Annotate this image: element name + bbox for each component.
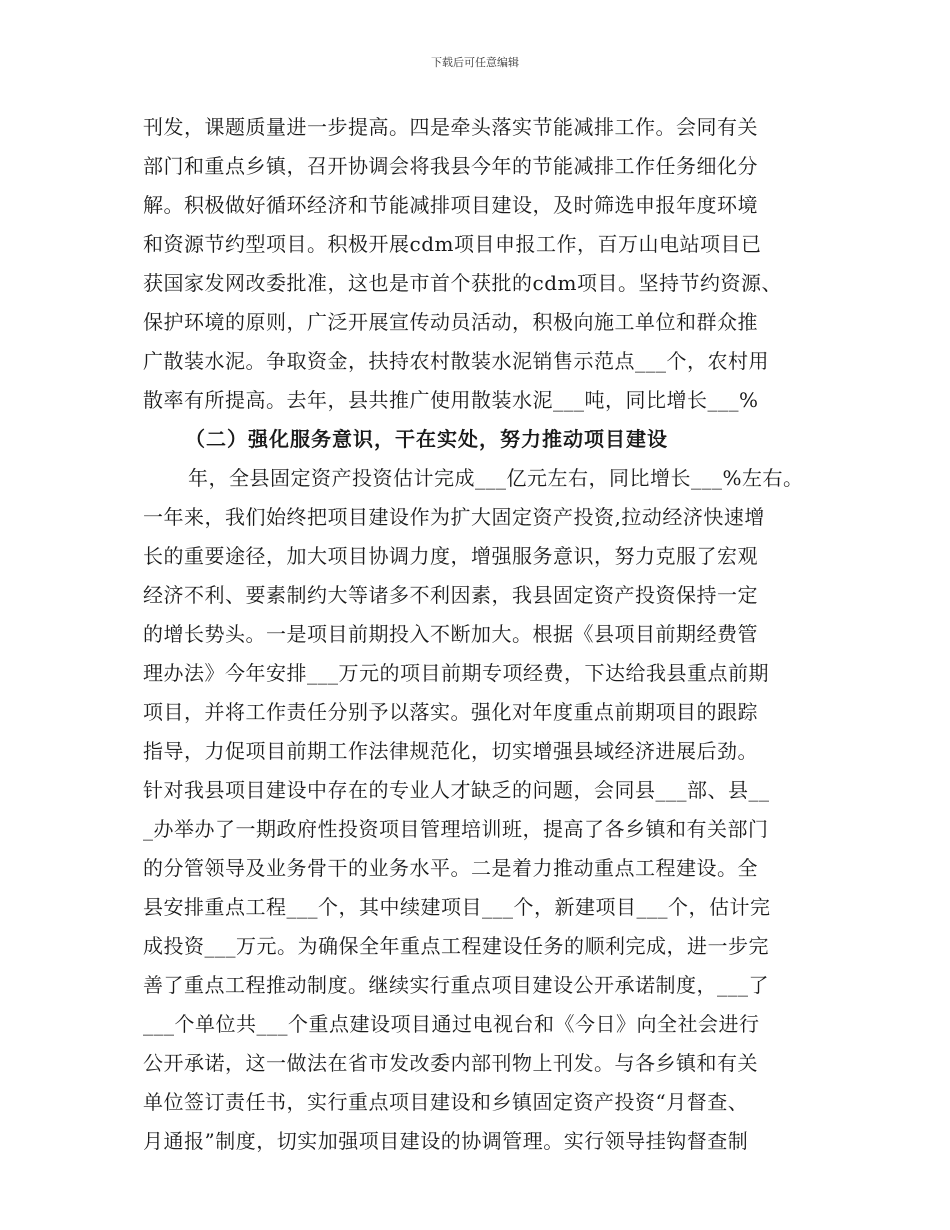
text-line: 获国家发网改委批准，这也是市首个获批的cdm项目。坚持节约资源、 [143,271,782,295]
text-line: 成投资___万元。为确保全年重点工程建设任务的顺利完成，进一步完 [143,934,769,958]
text-line: _办举办了一期政府性投资项目管理培训班，提高了各乡镇和有关部门 [143,817,769,841]
text-line: 月通报”制度，切实加强项目建设的协调管理。实行领导挂钩督查制 [143,1129,749,1153]
text-line: 长的重要途径，加大项目协调力度，增强服务意识，努力克服了宏观 [143,544,758,568]
text-line: 解。积极做好循环经济和节能减排项目建设，及时筛选申报年度环境 [143,193,758,217]
text-line: 广散装水泥。争取资金，扶持农村散装水泥销售示范点___个，农村用 [143,349,769,373]
text-line: 县安排重点工程___个，其中续建项目___个，新建项目___个，估计完 [143,895,771,919]
text-line: 经济不利、要素制约大等诸多不利因素，我县固定资产投资保持一定 [143,583,758,607]
text-line: 一年来，我们始终把项目建设作为扩大固定资产投资,拉动经济快速增 [143,505,765,529]
text-line: ___个单位共___个重点建设项目通过电视台和《今日》向全社会进行 [143,1012,760,1036]
text-line: 年，全县固定资产投资估计完成___亿元左右，同比增长___%左右。 [188,466,804,490]
text-line: 单位签订责任书，实行重点项目建设和乡镇固定资产投资“月督查、 [143,1090,749,1114]
section-heading: （二）强化服务意识，干在实处，努力推动项目建设 [185,427,668,451]
text-line: 理办法》今年安排___万元的项目前期专项经费，下达给我县重点前期 [143,661,769,685]
document-body [143,108,823,1161]
text-line: 和资源节约型项目。积极开展cdm项目申报工作，百万山电站项目已 [143,232,762,256]
text-line: 针对我县项目建设中存在的专业人才缺乏的问题，会同县___部、县__ [143,778,770,802]
text-line: 的增长势头。一是项目前期投入不断加大。根据《县项目前期经费管 [143,622,758,646]
text-line: 项目，并将工作责任分别予以落实。强化对年度重点前期项目的跟踪 [143,700,758,724]
text-line: 保护环境的原则，广泛开展宣传动员活动，积极向施工单位和群众推 [143,310,758,334]
text-line: 指导，力促项目前期工作法律规范化，切实增强县域经济进展后劲。 [143,739,758,763]
text-line: 散率有所提高。去年，县共推广使用散装水泥___吨，同比增长___% [143,388,759,412]
text-line: 刊发，课题质量进一步提高。四是牵头落实节能减排工作。会同有关 [143,115,758,139]
text-line: 公开承诺，这一做法在省市发改委内部刊物上刊发。与各乡镇和有关 [143,1051,758,1075]
text-line: 善了重点工程推动制度。继续实行重点项目建设公开承诺制度，___了 [143,973,769,997]
text-line: 的分管领导及业务骨干的业务水平。二是着力推动重点工程建设。全 [143,856,758,880]
page-header: 下载后可任意编辑 [431,56,519,69]
text-line: 部门和重点乡镇，召开协调会将我县今年的节能减排工作任务细化分 [143,154,758,178]
